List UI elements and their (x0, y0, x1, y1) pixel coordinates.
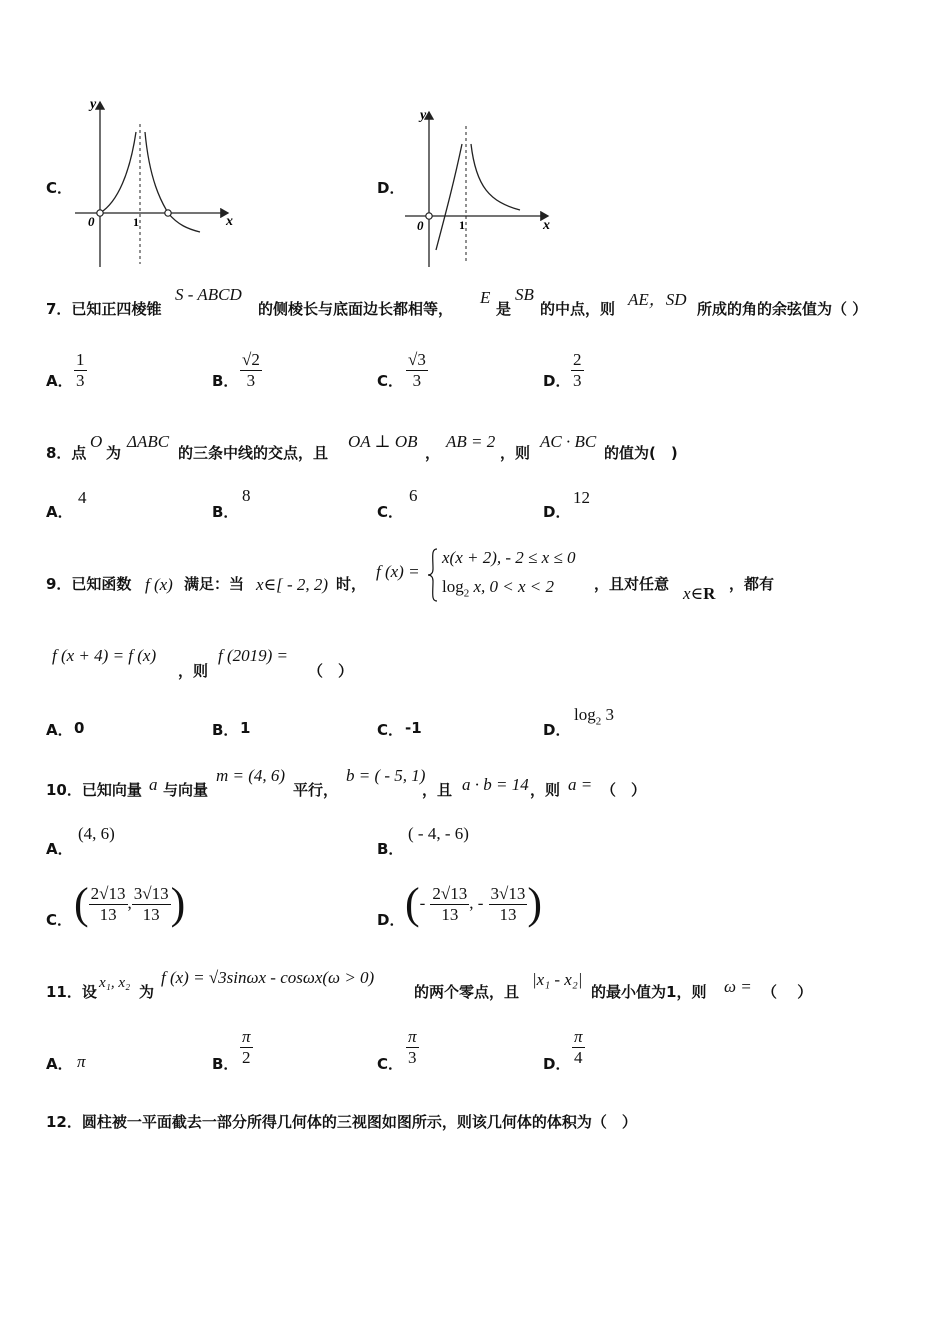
q8-text: 的三条中线的交点，且 (178, 444, 329, 462)
q11-option-a-label[interactable]: A． (46, 1055, 73, 1073)
q7-option-b-value: $\frac{√2}{3}$ (242, 350, 260, 390)
q11-zeros: x₁, x₂ (99, 975, 131, 991)
q7-option-c-label[interactable]: C． (377, 372, 404, 390)
q8-option-b-label[interactable]: B． (212, 503, 239, 521)
q8-ab: AB = 2 (446, 432, 496, 451)
q9-x-in-r: x∈R (683, 584, 716, 603)
q7-point-e: E (480, 288, 491, 307)
q11-option-c-label[interactable]: C． (377, 1055, 404, 1073)
q10-option-b-value: ( - 4, - 6) (408, 824, 469, 843)
x-label: x (226, 214, 233, 229)
q11-omega: ω = (724, 977, 752, 996)
q8-number: 8．点 (46, 444, 87, 462)
q11-option-b-label[interactable]: B． (212, 1055, 239, 1073)
q11-text: 为 (139, 983, 155, 1001)
origin-label: 0 (417, 218, 424, 233)
q10-option-c-label[interactable]: C． (46, 911, 73, 929)
q9-option-d-value: $\log_2 3$ (574, 705, 614, 728)
q11-text: 的两个零点，且 (414, 983, 520, 1001)
q9-option-d-label[interactable]: D． (543, 721, 571, 739)
q10-option-c-value: ( $\frac{2√13}{13}$ , $\frac{3√13}{13}$ ) (74, 879, 186, 928)
q9-option-c-value: -1 (405, 719, 422, 737)
curve-right (145, 132, 200, 232)
tick-label: 1 (459, 218, 465, 232)
q9-option-b-value: 1 (240, 719, 251, 737)
q9-text: ，都有 (729, 575, 775, 593)
q7-option-d-label[interactable]: D． (543, 372, 571, 390)
q11-option-a-value: π (77, 1052, 86, 1071)
q9-fx: f (x) (145, 575, 173, 594)
q9-option-a-value: 0 (74, 719, 85, 737)
curve-right (471, 144, 520, 210)
q10-text: 与向量 (163, 781, 209, 799)
question-12: 12．圆柱被一平面截去一部分所得几何体的三视图如图所示，则该几何体的体积为（ ） (46, 1113, 637, 1131)
origin-label: 0 (88, 214, 95, 229)
q9-domain: x∈[ - 2, 2) (256, 575, 329, 594)
q9-text: ，且对任意 (594, 575, 670, 593)
x-label: x (543, 218, 550, 233)
open-point-origin (426, 213, 432, 219)
q9-option-a-label[interactable]: A． (46, 721, 73, 739)
y-label: y (90, 97, 97, 112)
q9-option-b-label[interactable]: B． (212, 721, 239, 739)
q10-option-d-value: (- $\frac{2√13}{13}$ , - $\frac{3√13}{13}$ ) (405, 879, 543, 928)
q8-option-c-value: 6 (409, 486, 418, 505)
q7-option-d-value: $\frac{2}{3}$ (573, 350, 582, 390)
q8-perp: OA ⊥ OB (348, 432, 418, 451)
q9-piecewise-f: f (x) = (376, 562, 420, 581)
q8-option-a-label[interactable]: A． (46, 503, 73, 521)
q11-option-d-value: $\frac{\pi}{4}$ (574, 1027, 583, 1067)
q9-text: 满足：当 (184, 575, 245, 593)
q10-number: 10．已知向量 (46, 781, 142, 799)
q11-option-b-value: $\frac{\pi}{2}$ (242, 1027, 251, 1067)
q8-dot-product: AC · BC (540, 432, 597, 451)
tick-label: 1 (133, 215, 139, 229)
q10-a-equals: a = (568, 775, 593, 794)
q11-function: f (x) = √3sinωx - cosωx(ω > 0) (161, 968, 375, 987)
q8-text: ， (425, 444, 441, 462)
q11-abs-diff: |x₁ - x₂| (532, 970, 583, 989)
q10-option-d-label[interactable]: D． (377, 911, 405, 929)
q10-dot-product: a · b = 14 (462, 775, 529, 794)
y-label: y (420, 108, 427, 123)
q10-option-a-label[interactable]: A． (46, 840, 73, 858)
q9-periodicity: f (x + 4) = f (x) (52, 646, 157, 665)
q9-text: （ ） (308, 662, 354, 680)
q9-case-1: x(x + 2), - 2 ≤ x ≤ 0 (442, 548, 576, 567)
q8-text: ，则 (500, 444, 531, 462)
q7-text: 的中点，则 (540, 300, 616, 318)
q8-option-c-label[interactable]: C． (377, 503, 404, 521)
q9-text: 时， (336, 575, 367, 593)
q11-option-d-label[interactable]: D． (543, 1055, 571, 1073)
open-point-origin (97, 210, 103, 216)
q8-text: 为 (106, 444, 122, 462)
q7-option-a-label[interactable]: A． (46, 372, 73, 390)
open-point (165, 210, 171, 216)
q10-option-a-value: (4, 6) (78, 824, 115, 843)
q7-number: 7．已知正四棱锥 (46, 300, 162, 318)
q8-triangle: ΔABC (127, 432, 170, 451)
option-c-label: C． (46, 179, 73, 197)
q11-number: 11．设 (46, 983, 97, 1001)
q9-brace (427, 547, 439, 603)
q10-vector-m: m = (4, 6) (216, 766, 286, 785)
q11-text: 的最小值为1，则 (591, 983, 707, 1001)
curve-left (436, 144, 462, 250)
curve-left (100, 132, 136, 213)
graph-c (70, 92, 240, 270)
q8-text: 的值为( ) (604, 444, 678, 462)
q10-text: ，且 (422, 781, 453, 799)
q10-text: ，则 (530, 781, 561, 799)
q7-pyramid: S - ABCD (175, 285, 242, 304)
q7-text: 是 (496, 300, 512, 318)
q9-number: 9．已知函数 (46, 575, 132, 593)
q7-option-a-value: $\frac{1}{3}$ (76, 350, 85, 390)
q11-option-c-value: $\frac{\pi}{3}$ (408, 1027, 417, 1067)
q9-case-2: $\log_2 x$, 0 < x < 2 (442, 577, 555, 600)
q10-option-b-label[interactable]: B． (377, 840, 404, 858)
q10-vector-b: b = ( - 5, 1) (346, 766, 426, 785)
q8-option-d-value: 12 (573, 488, 590, 507)
q7-option-b-label[interactable]: B． (212, 372, 239, 390)
graph-d (400, 102, 560, 270)
q10-vector-a: a (149, 775, 158, 794)
q7-edge-sb: SB (515, 285, 534, 304)
q10-text: （ ） (601, 781, 647, 799)
option-d-label: D． (377, 179, 405, 197)
q8-point-o: O (90, 432, 103, 451)
q7-option-c-value: $\frac{√3}{3}$ (408, 350, 426, 390)
q11-text: （ ） (762, 983, 813, 1001)
q9-option-c-label[interactable]: C． (377, 721, 404, 739)
q8-option-a-value: 4 (78, 488, 87, 507)
q7-lines: AE，SD (628, 290, 687, 309)
q8-option-b-value: 8 (242, 486, 251, 505)
q7-text: 的侧棱长与底面边长都相等， (258, 300, 454, 318)
q10-text: 平行， (293, 781, 339, 799)
q7-text: 所成的角的余弦值为（ ） (697, 300, 868, 318)
q8-option-d-label[interactable]: D． (543, 503, 571, 521)
q9-f2019: f (2019) = (218, 646, 289, 665)
q9-text: ，则 (178, 662, 209, 680)
